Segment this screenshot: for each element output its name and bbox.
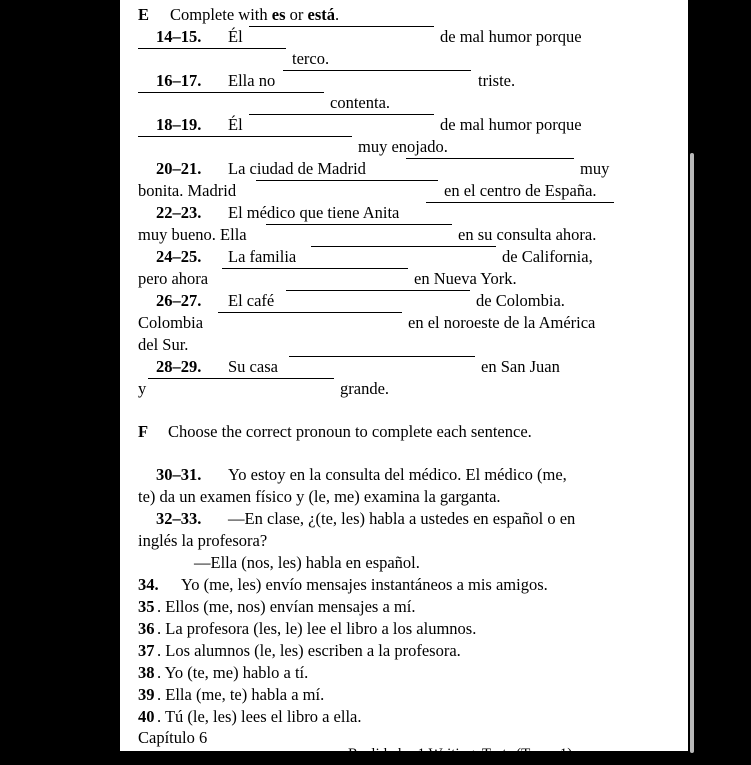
item-text: El médico que tiene Anita [228,203,400,222]
item-35 [138,596,683,618]
item-text: . Yo (te, me) hablo a tí. [157,663,309,682]
answer-blank[interactable] [138,48,286,49]
item-text: . La profesora (les, le) lee el libro a los alumnos. [157,619,477,638]
answer-blank[interactable] [249,26,434,27]
item-text: . Ella (me, te) habla a mí. [157,685,325,704]
item-number: 14–15. [156,27,202,46]
item-number: 16–17. [156,71,202,90]
answer-blank[interactable] [222,268,408,269]
item-28-29 [138,356,683,378]
item-number: 37 [138,641,155,660]
item-34 [138,574,683,596]
item-number: 40 [138,707,155,726]
item-text: . Tú (le, les) lees el libro a ella. [157,707,362,726]
item-26-27-cont [138,312,683,334]
section-e-heading [138,4,683,26]
section-f-heading [138,421,683,443]
item-text: muy enojado. [358,137,448,156]
item-24-25-cont [138,268,683,290]
item-text: en Nueva York. [414,269,517,288]
item-26-27-cont2 [138,334,683,356]
item-14-15-cont [138,48,683,70]
section-f-letter: F [138,422,149,441]
item-32-33-cont [138,530,683,552]
section-f-instruction: Choose the correct pronoun to complete each sentence. [168,422,532,441]
item-text: La ciudad de Madrid [228,159,366,178]
answer-blank[interactable] [148,378,334,379]
section-e-instruction: Complete with es or está. [170,5,340,24]
item-28-29-cont [138,378,683,400]
item-16-17 [138,70,683,92]
vertical-scrollbar[interactable] [690,153,694,753]
item-number: 18–19. [156,115,202,134]
item-30-31 [138,464,683,486]
item-32-33 [138,508,683,530]
item-text: de Colombia. [476,291,565,310]
item-37 [138,640,683,662]
item-text: triste. [478,71,516,90]
answer-blank[interactable] [289,356,475,357]
item-number: 30–31. [156,465,202,484]
item-number: 20–21. [156,159,202,178]
item-text: Yo estoy en la consulta del médico. El médico (me, [228,465,567,484]
answer-blank[interactable] [256,180,438,181]
item-text: Ella no [228,71,276,90]
item-text: de mal humor porque [440,27,582,46]
answer-blank[interactable] [426,202,614,203]
item-text: de California, [502,247,593,266]
answer-blank[interactable] [283,70,471,71]
answer-blank[interactable] [138,136,352,137]
item-24-25 [138,246,683,268]
item-text: te) da un examen físico y (le, me) examina la garganta. [138,487,501,506]
item-text: —Ella (nos, les) habla en español. [194,553,420,572]
item-number: 24–25. [156,247,202,266]
item-22-23-cont [138,224,683,246]
footer-cut-text [138,743,683,762]
item-text: del Sur. [138,335,189,354]
item-text: bonita. Madrid [138,181,237,200]
item-text: Su casa [228,357,278,376]
item-number: 28–29. [156,357,202,376]
item-text: en el centro de España. [444,181,597,200]
item-40 [138,706,683,728]
item-text: muy [580,159,610,178]
answer-blank[interactable] [311,246,496,247]
answer-blank[interactable] [138,92,324,93]
item-text: muy bueno. Ella [138,225,247,244]
item-36 [138,618,683,640]
answer-blank[interactable] [406,158,574,159]
item-number: 39 [138,685,155,704]
item-text: de mal humor porque [440,115,582,134]
item-text: Él [228,115,243,134]
answer-blank[interactable] [218,312,402,313]
item-20-21 [138,158,683,180]
item-text: inglés la profesora? [138,531,268,550]
item-text: Él [228,27,243,46]
item-text: en el noroeste de la América [408,313,596,332]
item-39 [138,684,683,706]
item-text: —En clase, ¿(te, les) habla a ustedes en español o en [228,509,576,528]
item-26-27 [138,290,683,312]
item-16-17-cont [138,92,683,114]
item-number: 26–27. [156,291,202,310]
item-text: Yo (me, les) envío mensajes instantáneos a mis amigos. [181,575,548,594]
item-text: terco. [292,49,330,68]
item-number: 34. [138,575,159,594]
item-text: grande. [340,379,390,398]
item-text: . Los alumnos (le, les) escriben a la profesora. [157,641,461,660]
item-30-31-cont [138,486,683,508]
item-number: 32–33. [156,509,202,528]
item-number: 38 [138,663,155,682]
item-text: La familia [228,247,297,266]
item-text: contenta. [330,93,391,112]
item-18-19-cont [138,136,683,158]
item-text: en su consulta ahora. [458,225,597,244]
answer-blank[interactable] [266,224,452,225]
answer-blank[interactable] [286,290,470,291]
item-18-19 [138,114,683,136]
section-e-letter: E [138,5,150,24]
item-number: 22–23. [156,203,202,222]
worksheet-page [120,0,688,762]
item-text: y [138,379,147,398]
item-14-15 [138,26,683,48]
footer-book-title: Realidades 1 Writing, Tests (Tomo 1) [348,746,573,762]
item-text: pero ahora [138,269,209,288]
item-text: . Ellos (me, nos) envían mensajes a mí. [157,597,416,616]
item-22-23 [138,202,683,224]
item-number: 36 [138,619,155,638]
item-38 [138,662,683,684]
item-text: Colombia [138,313,204,332]
answer-blank[interactable] [249,114,434,115]
item-32-33-answer [138,552,683,574]
chapter-label: Capítulo 6 [138,728,208,747]
item-text: El café [228,291,275,310]
item-20-21-cont [138,180,683,202]
item-text: en San Juan [481,357,560,376]
item-number: 35 [138,597,155,616]
